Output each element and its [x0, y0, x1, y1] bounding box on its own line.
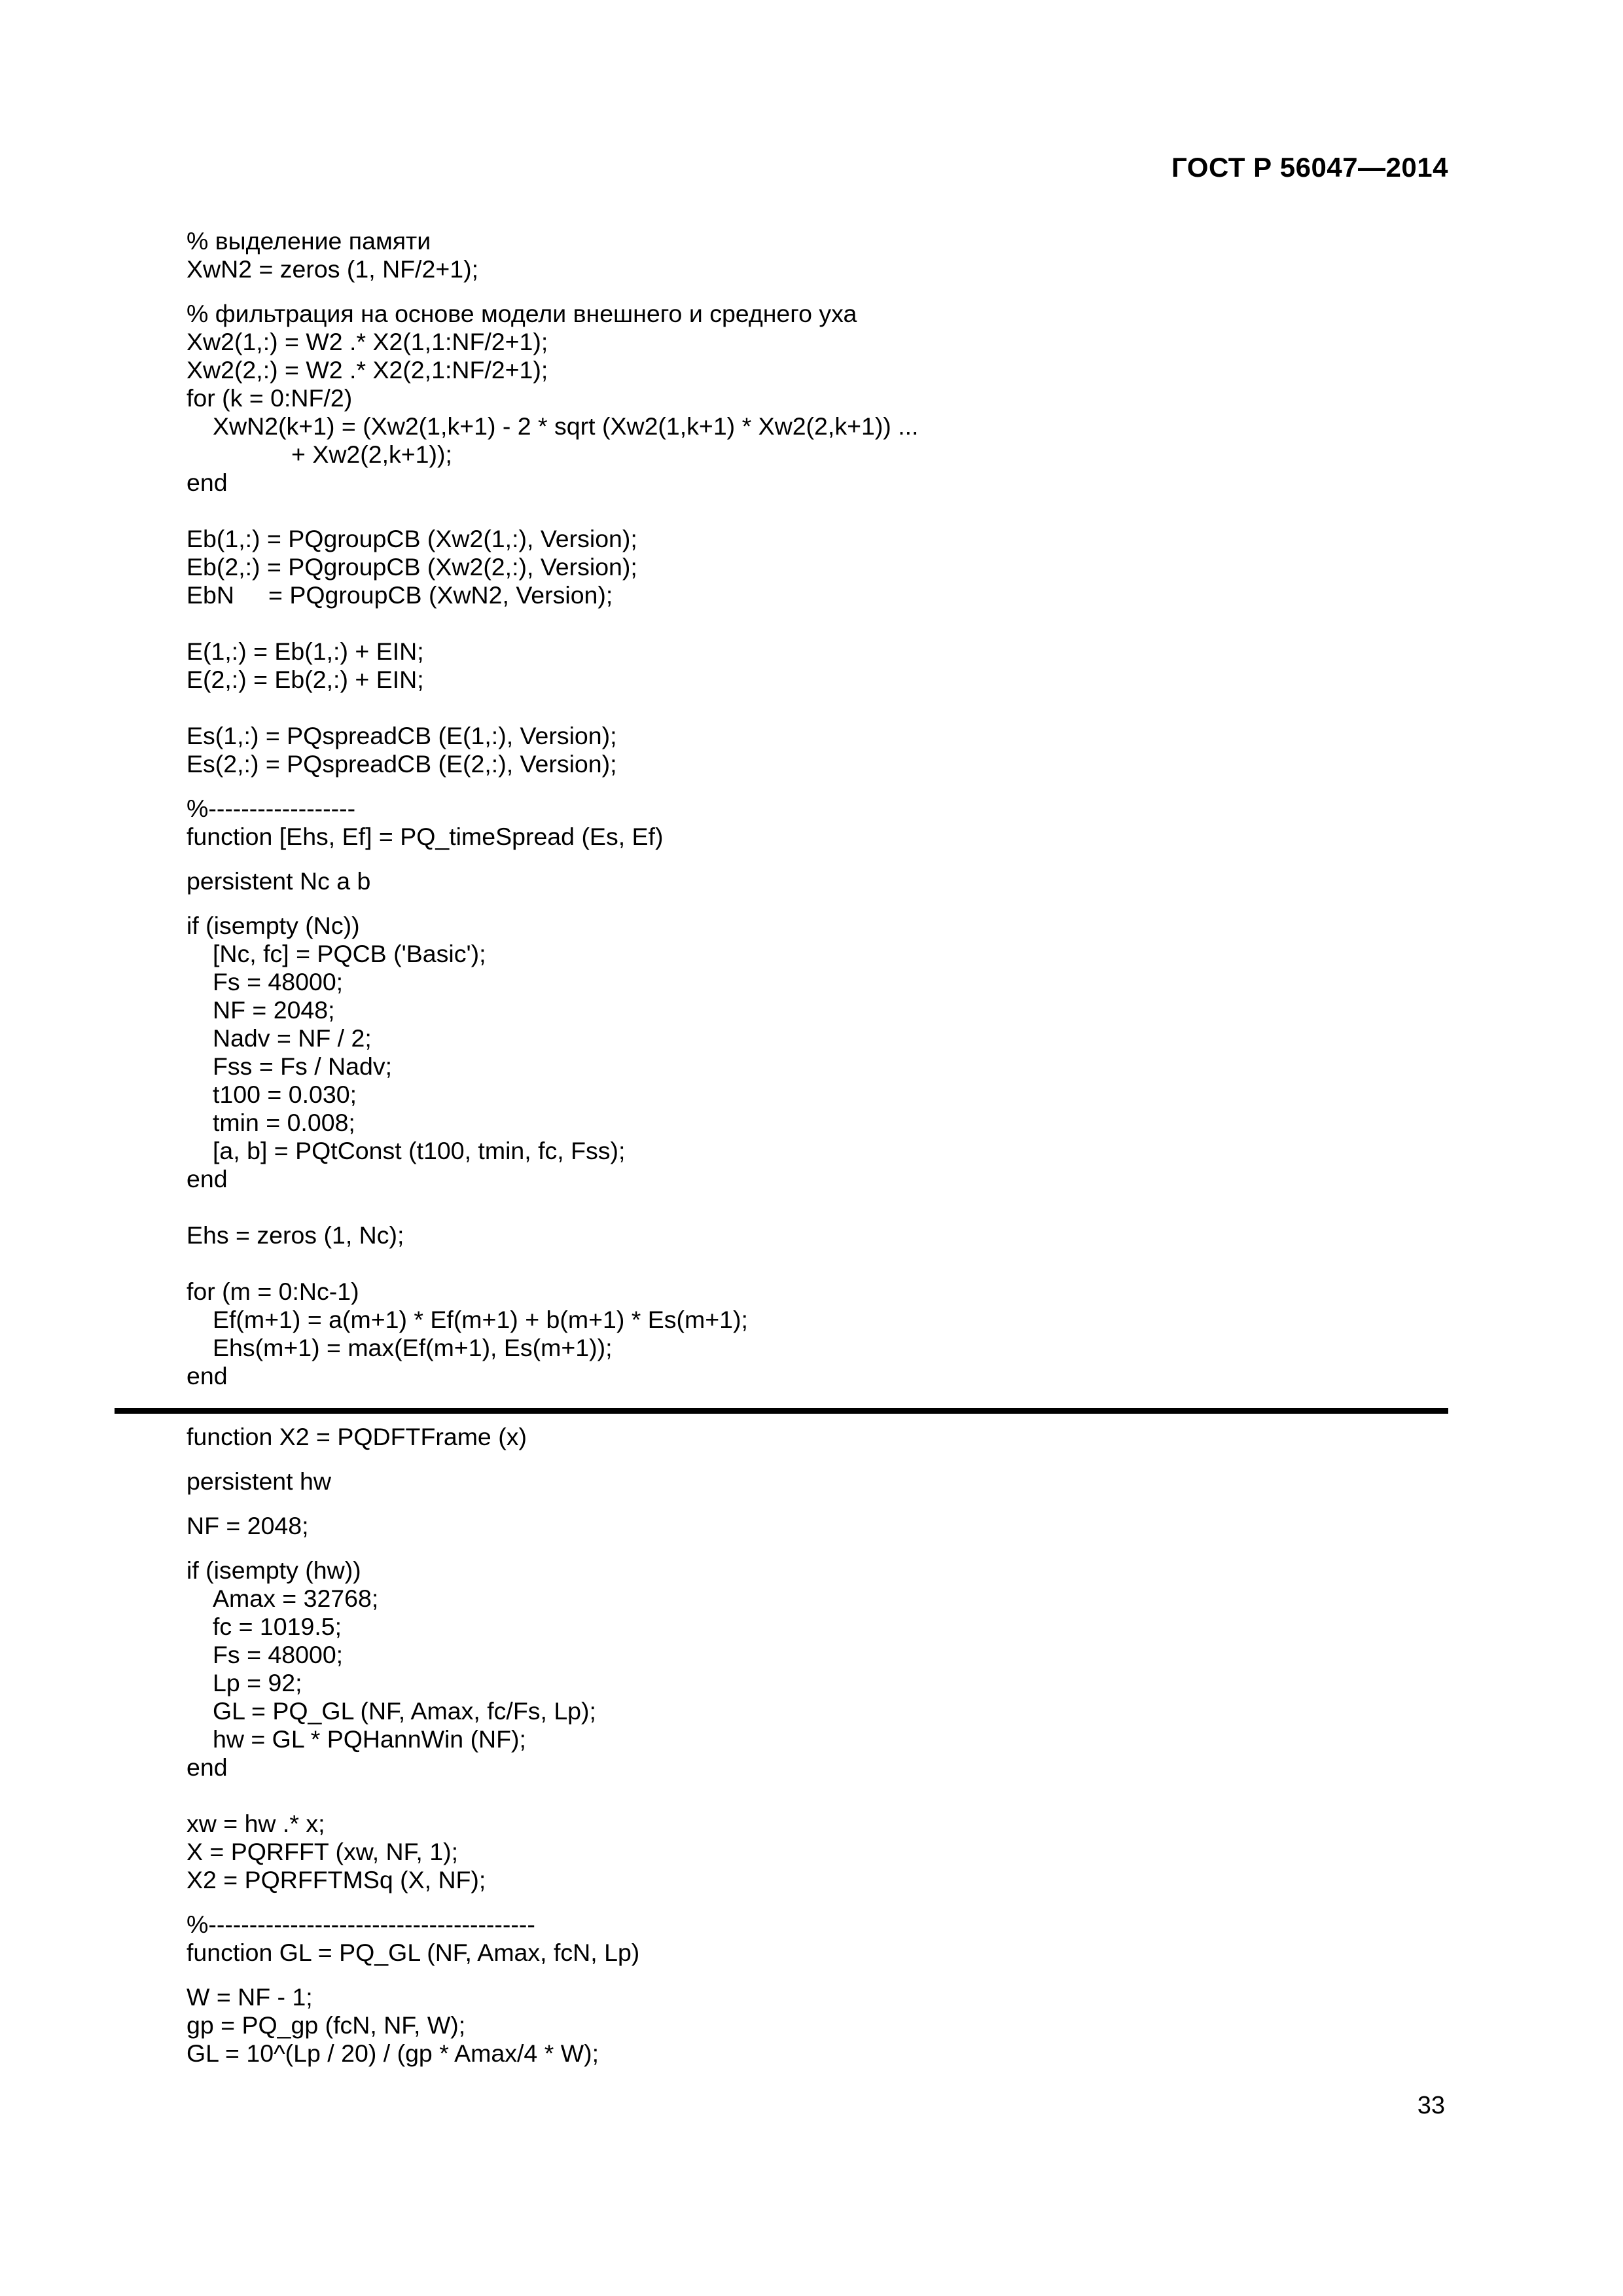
code-line: Ef(m+1) = a(m+1) * Ef(m+1) + b(m+1) * Es(m+1); [213, 1306, 748, 1333]
code-line: % выделение памяти [187, 227, 431, 255]
code-line: Ehs(m+1) = max(Ef(m+1), Es(m+1)); [213, 1334, 613, 1361]
code-line: Fs = 48000; [213, 968, 344, 996]
code-line: %------------------ [187, 795, 356, 822]
code-line: + Xw2(2,k+1)); [291, 440, 452, 468]
code-line: X2 = PQRFFTMSq (X, NF); [187, 1866, 486, 1893]
code-line: XwN2(k+1) = (Xw2(1,k+1) - 2 * sqrt (Xw2(1,k+1) * Xw2(2,k+1)) ... [213, 412, 919, 440]
code-line: GL = 10^(Lp / 20) / (gp * Amax/4 * W); [187, 2039, 599, 2067]
code-line: fc = 1019.5; [213, 1613, 342, 1640]
code-line: E(1,:) = Eb(1,:) + EIN; [187, 637, 424, 665]
document-header: ГОСТ Р 56047—2014 [1171, 152, 1448, 183]
code-line: end [187, 469, 228, 496]
code-line: if (isempty (hw)) [187, 1556, 361, 1584]
code-line: Amax = 32768; [213, 1585, 379, 1612]
code-block-bottom [187, 1423, 1469, 2068]
code-line: if (isempty (Nc)) [187, 912, 360, 939]
code-line: Es(2,:) = PQspreadCB (E(2,:), Version); [187, 750, 617, 778]
code-line: %---------------------------------------- [187, 1910, 535, 1938]
code-line: W = NF - 1; [187, 1983, 313, 2011]
code-line: Fss = Fs / Nadv; [213, 1052, 393, 1080]
page-number: 33 [1417, 2092, 1445, 2119]
code-line: persistent hw [187, 1467, 331, 1495]
code-line: [a, b] = PQtConst (t100, tmin, fc, Fss); [213, 1137, 626, 1164]
code-line: Xw2(2,:) = W2 .* X2(2,1:NF/2+1); [187, 356, 548, 384]
code-block-top [187, 227, 1469, 1390]
code-line: [Nc, fc] = PQCB ('Basic'); [213, 940, 486, 967]
code-line: end [187, 1753, 228, 1781]
code-line: Ehs = zeros (1, Nc); [187, 1221, 404, 1249]
code-line: function GL = PQ_GL (NF, Amax, fcN, Lp) [187, 1939, 640, 1966]
code-line: XwN2 = zeros (1, NF/2+1); [187, 255, 478, 283]
code-line: for (k = 0:NF/2) [187, 384, 353, 412]
code-line: Fs = 48000; [213, 1641, 344, 1668]
code-line: GL = PQ_GL (NF, Amax, fc/Fs, Lp); [213, 1697, 596, 1725]
code-line: gp = PQ_gp (fcN, NF, W); [187, 2011, 466, 2039]
code-line: tmin = 0.008; [213, 1109, 355, 1136]
code-line: end [187, 1362, 228, 1390]
code-line: for (m = 0:Nc-1) [187, 1278, 359, 1305]
code-line: Eb(2,:) = PQgroupCB (Xw2(2,:), Version); [187, 553, 637, 581]
code-line: X = PQRFFT (xw, NF, 1); [187, 1838, 458, 1865]
code-line: t100 = 0.030; [213, 1081, 357, 1108]
code-line: NF = 2048; [187, 1512, 309, 1539]
code-line: function [Ehs, Ef] = PQ_timeSpread (Es, Ef) [187, 823, 664, 850]
code-line: EbN = PQgroupCB (XwN2, Version); [187, 581, 613, 609]
code-line: end [187, 1165, 228, 1193]
section-divider [115, 1408, 1448, 1414]
code-line: Eb(1,:) = PQgroupCB (Xw2(1,:), Version); [187, 525, 637, 552]
code-line: % фильтрация на основе модели внешнего и среднего уха [187, 300, 857, 327]
code-line: xw = hw .* x; [187, 1810, 325, 1837]
code-line: E(2,:) = Eb(2,:) + EIN; [187, 666, 424, 693]
code-line: Xw2(1,:) = W2 .* X2(1,1:NF/2+1); [187, 328, 548, 355]
code-line: NF = 2048; [213, 996, 335, 1024]
code-line: persistent Nc a b [187, 867, 371, 895]
code-line: Lp = 92; [213, 1669, 302, 1696]
code-line: function X2 = PQDFTFrame (x) [187, 1423, 527, 1450]
code-line: Nadv = NF / 2; [213, 1024, 372, 1052]
code-line: Es(1,:) = PQspreadCB (E(1,:), Version); [187, 722, 617, 749]
code-line: hw = GL * PQHannWin (NF); [213, 1725, 526, 1753]
